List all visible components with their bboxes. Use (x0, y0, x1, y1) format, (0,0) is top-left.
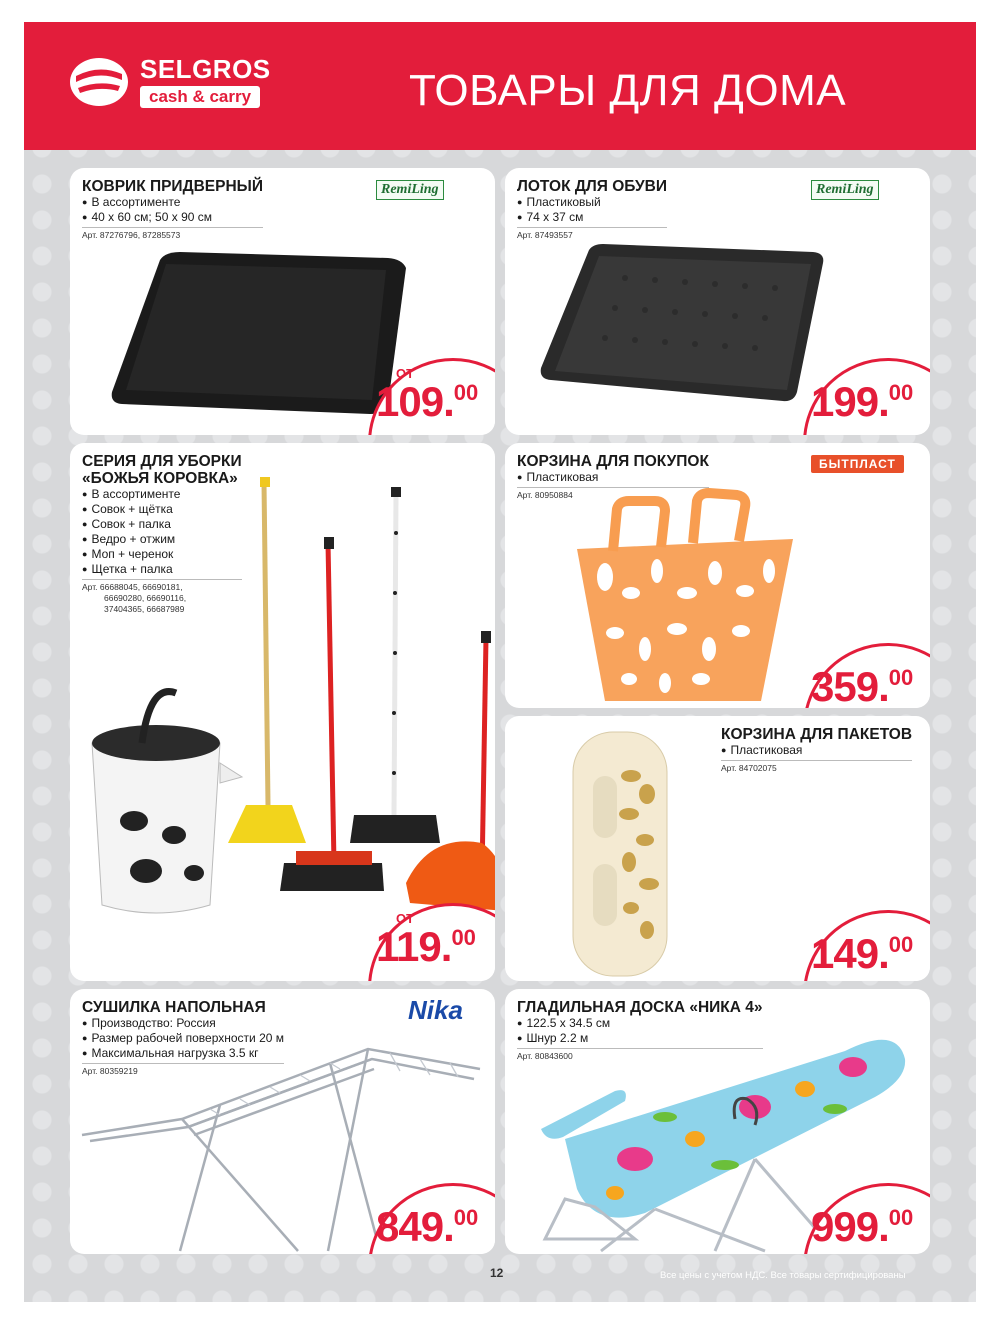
product-bullets (517, 1016, 763, 1046)
product-card-shoe-tray[interactable] (505, 168, 930, 435)
product-title: СУШИЛКА НАПОЛЬНАЯ (82, 999, 266, 1016)
product-bullet: ● Моп + черенок (82, 547, 242, 562)
product-bullet: ● 40 х 60 см; 50 х 90 см (82, 210, 263, 225)
price-cents: 00 (451, 925, 476, 950)
article-line: 37404365, 66687989 (104, 604, 185, 614)
price-cents: 00 (453, 380, 479, 405)
price-integer: 109. (376, 378, 454, 425)
product-article: Арт. 87493557 (517, 227, 667, 241)
product-bullets (517, 470, 709, 485)
price-cents: 00 (888, 380, 914, 405)
remiling-logo: RemiLing (376, 180, 444, 200)
price-value (811, 930, 913, 978)
product-article (82, 579, 242, 615)
product-title-line2: «БОЖЬЯ КОРОВКА» (82, 470, 238, 487)
page-title: ТОВАРЫ ДЛЯ ДОМА (409, 66, 847, 115)
product-bullet: ● В ассортименте (82, 195, 263, 210)
product-bullet: ● 122.5 х 34.5 см (517, 1016, 763, 1031)
product-title: КОВРИК ПРИДВЕРНЫЙ (82, 178, 263, 195)
price-value (376, 378, 478, 426)
product-bullet: ● В ассортименте (82, 487, 242, 502)
product-bullets (82, 195, 263, 225)
product-bullet: ● Пластиковая (517, 470, 709, 485)
product-info (82, 453, 242, 615)
price-value (376, 923, 476, 971)
price-value (811, 378, 913, 426)
product-info (721, 726, 912, 774)
bytplast-logo: БЫТПЛАСТ (811, 455, 904, 473)
price-cents: 00 (453, 1205, 479, 1230)
product-article: Арт. 80843600 (517, 1048, 763, 1062)
product-bullets (517, 195, 667, 225)
header-banner (24, 22, 976, 150)
product-card-clothes-dryer[interactable] (70, 989, 495, 1254)
product-bullet: ● Шнур 2.2 м (517, 1031, 763, 1046)
article-line: 66690280, 66690116, (104, 593, 187, 603)
price-cents: 00 (888, 1205, 914, 1230)
product-bullets (82, 1016, 284, 1061)
price-badge (803, 1183, 930, 1254)
product-article: Арт. 84702075 (721, 760, 912, 774)
price-badge (803, 910, 930, 981)
product-info (82, 178, 263, 241)
selgros-logo-icon (68, 56, 130, 108)
product-bullet: ● Максимальная нагрузка 3.5 кг (82, 1046, 284, 1061)
price-integer: 849. (376, 1203, 454, 1250)
price-value (811, 1203, 913, 1251)
price-integer: 119. (376, 923, 452, 970)
product-bullet: ● 74 х 37 см (517, 210, 667, 225)
product-bullet: ● Щетка + палка (82, 562, 242, 577)
price-cents: 00 (888, 932, 914, 957)
brand-name: SELGROS (140, 54, 271, 84)
page-background (24, 22, 976, 1302)
product-bullet: ● Пластиковый (517, 195, 667, 210)
article-line: Арт. 66688045, 66690181, (82, 582, 183, 592)
product-bullets (82, 487, 242, 577)
price-cents: 00 (888, 665, 914, 690)
product-title: ГЛАДИЛЬНАЯ ДОСКА «НИКА 4» (517, 999, 763, 1016)
product-info (517, 178, 667, 241)
product-card-cleaning-series[interactable] (70, 443, 495, 981)
product-article: Арт. 80359219 (82, 1063, 284, 1077)
remiling-logo: RemiLing (811, 180, 879, 200)
product-bullet: ● Пластиковая (721, 743, 912, 758)
brand-subtitle: cash & carry (140, 86, 260, 108)
nika-logo: Nika (408, 995, 463, 1025)
product-title: ЛОТОК ДЛЯ ОБУВИ (517, 178, 667, 195)
product-bullet: ● Совок + палка (82, 517, 242, 532)
price-integer: 999. (811, 1203, 889, 1250)
product-article: Арт. 87276796, 87285573 (82, 227, 263, 241)
product-bullet: ● Размер рабочей поверхности 20 м (82, 1031, 284, 1046)
product-card-ironing-board[interactable] (505, 989, 930, 1254)
product-card-doormat[interactable] (70, 168, 495, 435)
page-number: 12 (490, 1266, 504, 1280)
price-integer: 199. (811, 378, 889, 425)
product-info (82, 999, 284, 1077)
price-integer: 359. (811, 663, 889, 708)
product-title: КОРЗИНА ДЛЯ ПОКУПОК (517, 453, 709, 470)
product-card-shopping-basket[interactable] (505, 443, 930, 708)
price-from: ОТ (396, 366, 415, 381)
footer-note: Все цены с учетом НДС. Все товары сертифицированы (660, 1270, 906, 1281)
price-integer: 149. (811, 930, 889, 977)
product-info (517, 999, 763, 1062)
price-badge (803, 358, 930, 435)
price-from: ОТ (396, 911, 415, 926)
product-info (517, 453, 709, 501)
product-bullet: ● Производство: Россия (82, 1016, 284, 1031)
product-card-bag-holder[interactable] (505, 716, 930, 981)
product-title: КОРЗИНА ДЛЯ ПАКЕТОВ (721, 726, 913, 743)
price-badge (803, 643, 930, 708)
product-bullet: ● Ведро + отжим (82, 532, 242, 547)
selgros-logo[interactable] (68, 54, 288, 118)
price-badge (368, 903, 495, 981)
product-bullets (721, 743, 912, 758)
product-article: Арт. 80950884 (517, 487, 709, 501)
product-bullet: ● Совок + щётка (82, 502, 242, 517)
price-value (811, 663, 913, 708)
product-title: СЕРИЯ ДЛЯ УБОРКИ (82, 453, 242, 470)
price-badge (368, 358, 495, 435)
price-badge (368, 1183, 495, 1254)
price-value (376, 1203, 478, 1251)
